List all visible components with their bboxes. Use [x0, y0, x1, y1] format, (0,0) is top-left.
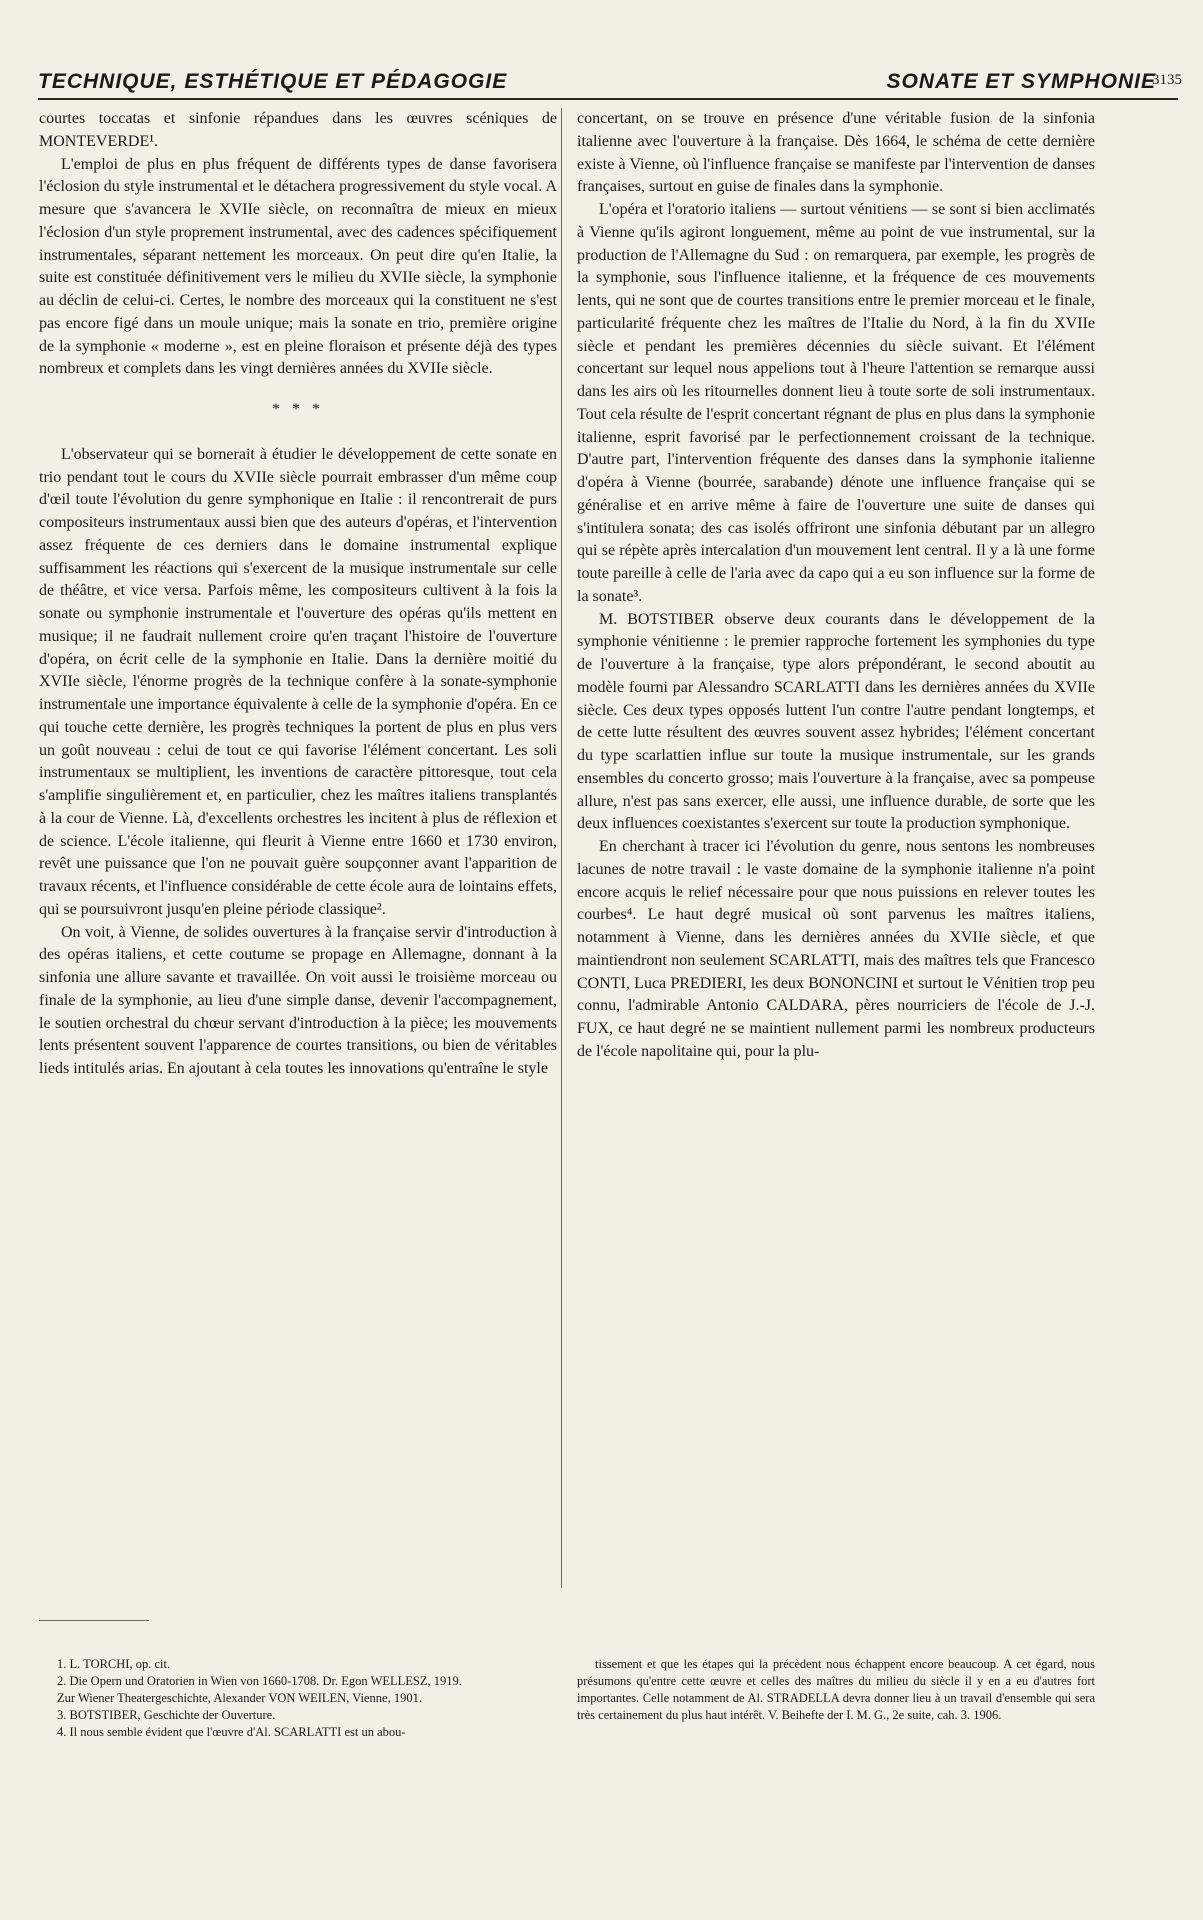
paragraph: courtes toccatas et sinfonie répandues dans les œuvres scéniques de MONTEVERDE¹. — [39, 110, 557, 150]
paragraph: concertant, on se trouve en présence d'une véritable fusion de la sinfonia italienne avec l'ouverture à la française. Dès 1664, le schéma de cette dernière existe à Vienne, où l'influence française se manifeste par l'intervention de danses françaises, surtout en guise de finales dans la symphonie. — [577, 110, 1095, 196]
right-column — [577, 108, 1095, 1064]
paragraph: L'observateur qui se bornerait à étudier le développement de cette sonate en trio pendant tout le cours du XVIIe siècle pourrait embrasser d'un même coup d'œil toute l'évolution du genre symphonique en Italie : il rencontrerait de purs compositeurs instrumentaux aussi bien que des auteurs d'opéras, et l'intervention assez fréquente de ces derniers dans le domaine instrumental explique suffisamment les réactions qui s'exercent de la musique instrumentale sur celle de théâtre, et vice versa. Parfois même, les compositeurs cultivent à la fois la sonate ou symphonie instrumentale et l'ouverture des opéras qu'ils mettent en musique; il ne faudrait nullement croire qu'en traçant l'histoire de l'ouverture d'opéra, on écrit celle de la symphonie en Italie. Dans la dernière moitié du XVIIe siècle, l'énorme progrès de la technique confère à la sonate-symphonie instrumentale une importance équivalente à celle de la symphonie d'opéra. En ce qui touche cette dernière, les progrès techniques la portent de plus en plus vers un goût nouveau : celui de tout ce qui favorise l'élément concertant. Les soli instrumentaux se multiplient, les inventions de caractère pittoresque, tout cela s'amplifie singulièrement et, en particulier, chez les maîtres italiens transplantés à la cour de Vienne. Là, d'excellents orchestres les incitent à plus de réflexion et de science. L'école italienne, qui fleurit à Vienne entre 1660 et 1730 environ, revêt une puissance que l'on ne pouvait guère soupçonner avant l'apparition de travaux récents, et l'influence considérable de cette école aura de lointains effets, qui se poursuivront jusqu'en pleine période classique². — [39, 445, 557, 918]
section-break-stars: * * * — [272, 401, 324, 418]
footnotes-right — [577, 1656, 1095, 1724]
paragraph: En cherchant à tracer ici l'évolution du genre, nous sentons les nombreuses lacunes de notre travail : le vaste domaine de la symphonie italienne n'a point encore acquis le relief nécessaire pour que nous puissions en relever toutes les courbes⁴. Le haut degré musical où sont parvenus les maîtres italiens, notamment à Vienne, dans les dernières années du XVIIe siècle, et que maintiendront non seulement SCARLATTI, mais des maîtres tels que Francesco CONTI, Luca PREDIERI, les deux BONONCINI et surtout le Vénitien trop peu connu, l'admirable Antonio CALDARA, pères nourriciers de l'école de J.-J. FUX, ce haut degré ne se maintient nullement parmi les nombreux producteurs de l'école napolitaine qui, pour la plu- — [577, 838, 1095, 1060]
header-chapter-title: SONATE ET SYMPHONIE — [886, 70, 1156, 93]
footnotes-left — [39, 1656, 557, 1741]
footnote: 2. Die Opern und Oratorien in Wien von 1660-1708. Dr. Egon WELLESZ, 1919. — [57, 1674, 462, 1688]
column-divider — [561, 108, 562, 1588]
footnote: 1. L. TORCHI, op. cit. — [57, 1657, 171, 1671]
paragraph: L'opéra et l'oratorio italiens — surtout vénitiens — se sont si bien acclimatés à Vienne qu'ils agiront longuement, même au point de vue instrumental, sur la production de l'Allemagne du Sud : on remarquera, par exemple, les progrès de la symphonie, sous l'influence italienne, et la fréquence de ces mouvements lents, qui ne sont que de courtes transitions entre le premier morceau et le finale, particularité fréquente chez les maîtres de l'Italie du Nord, à la fin du XVIIe siècle et pendant les premières décennies du siècle suivant. Et l'élément concertant sur lequel nous appelions tout à l'heure l'attention se remarque aussi dans les airs où les ritournelles donnent lieu à toute sorte de soli instrumentaux. Tout cela résulte de l'esprit concertant régnant de plus en plus dans la symphonie italienne, esprit favorisé par le perfectionnement croissant de la technique. D'autre part, l'intervention fréquente des danses dans la symphonie italienne d'opéra à Vienne (bourrée, sarabande) dénote une influence française qui se généralise et en arrive même à faire de l'ouverture une suite de danses qui s'intitulera sonata; des cas isolés offriront une sinfonia débutant par un allegro qui se répète après intercalation d'un mouvement lent central. Il y a là une forme toute pareille à celle de l'aria avec da capo qui a eu son influence sur la forme de la sonate³. — [577, 201, 1095, 605]
paragraph: M. BOTSTIBER observe deux courants dans le développement de la symphonie vénitienne : le premier rapproche fortement les symphonies du type de l'ouverture à la française, type alors prépondérant, le second aboutit au modèle fourni par Alessandro SCARLATTI dans les dernières années du XVIIe siècle. Ces deux types opposés luttent l'un contre l'autre pendant longtemps, et de cette lutte résultent des œuvres souvent assez hybrides; l'élément concertant du type scarlattien influe sur toute la musique instrumentale, sur les grands ensembles du concerto grosso; mais l'ouverture à la française, avec sa pompeuse allure, n'est pas sans exercer, elle aussi, une influence durable, de sorte que les deux influences coexistantes s'exercent sur toute la production symphonique. — [577, 610, 1095, 833]
footnote: Zur Wiener Theatergeschichte, Alexander VON WEILEN, Vienne, 1901. — [57, 1691, 422, 1705]
running-header — [38, 68, 1182, 100]
left-column — [39, 108, 557, 1081]
footnote-continuation: tissement et que les étapes qui la précèdent nous échappent encore beaucoup. A cet égard, nous présumons qu'entre cette œuvre et celles des maîtres du milieu du siècle il y en a eu d'autres fort importantes. Celle notamment de Al. STRADELLA devra donner lieu à un travail d'ensemble qui sera très certainement du plus haut intérêt. V. Beihefte der I. M. G., 2e suite, cah. 3. 1906. — [577, 1657, 1095, 1722]
footnote-rule-left — [39, 1620, 149, 1621]
footnote: 4. Il nous semble évident que l'œuvre d'Al. SCARLATTI est un abou- — [57, 1725, 406, 1739]
paragraph: On voit, à Vienne, de solides ouvertures à la française servir d'introduction à des opéras italiens, et cette coutume se propage en Allemagne, donnant à la sinfonia une allure savante et travaillée. On voit aussi le troisième morceau ou finale de la symphonie, au lieu d'une simple danse, devenir l'accompagnement, le soutien orchestral du chœur servant d'introduction à la pièce; les mouvements lents présentent souvent l'apparence de courtes transitions, ou bien de véritables lieds intitulés arias. En ajoutant à cela toutes les innovations qu'entraîne le style — [39, 923, 557, 1077]
footnote: 3. BOTSTIBER, Geschichte der Ouverture. — [57, 1708, 276, 1722]
header-section-title: TECHNIQUE, ESTHÉTIQUE ET PÉDAGOGIE — [38, 70, 508, 93]
paragraph: L'emploi de plus en plus fréquent de différents types de danse favorisera l'éclosion du style instrumental et le détachera progressivement du style vocal. A mesure que s'avancera le XVIIe siècle, on reconnaîtra de mieux en mieux l'éclosion d'un style proprement instrumental, avec des cadences spécifiquement instrumentales, séparant nettement les morceaux. On peut dire qu'en Italie, la suite est constituée définitivement vers le milieu du XVIIe siècle, la symphonie au déclin de celui-ci. Certes, le nombre des morceaux qui la constituent ne s'est pas encore figé dans un moule unique; mais la sonate en trio, première origine de la symphonie « moderne », est en pleine floraison et présente déjà des types nombreux et complets dans les vingt dernières années du XVIIe siècle. — [39, 155, 557, 378]
page-number: 3135 — [1152, 72, 1182, 88]
